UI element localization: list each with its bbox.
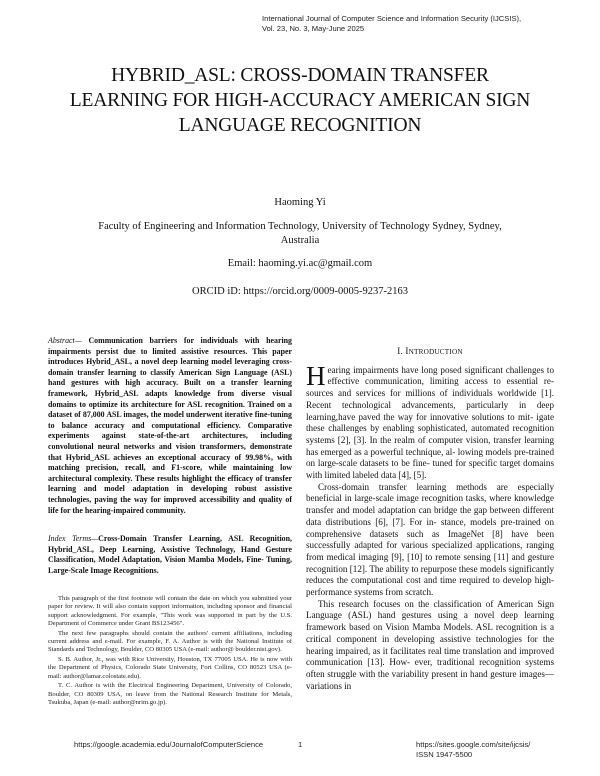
footnote-paragraph: The next few paragraphs should contain the authors' current affiliations, including current address and e-mail. For example, F. A. Author is with the National Institute of Standards and Technology, Boulder, CO 80305 USA (e-mail: author@ boulder.nist.gov). (48, 629, 292, 654)
intro-paragraph-2: Cross-domain transfer learning methods are especially beneficial in large-scale image recognition tasks, where knowledge transfer and model adaptation can bridge the gap between different data distributions [6], [7]. For in- stance, models pre-trained on comprehensive datasets such as ImageNet [8] have been successfully adapted for various specialized applications, ranging from medical imaging [9], [10] to remote sensing [11] and gesture recognition [12]. The ability to repurpose these models significantly reduces the computational cost and time required to develop high-performance systems from scratch. (306, 481, 554, 598)
footer-right (416, 740, 530, 760)
section-title-initial: I (405, 346, 409, 356)
abstract (48, 336, 292, 516)
footnotes (48, 595, 292, 709)
footnote-paragraph: T. C. Author is with the Electrical Engineering Department, University of Colorado, Boulder, CO 80309 USA, on leave from the National Research Institute for Metals, Tsukuba, Japan (e-mail: author@nrim.go.jp). (48, 682, 292, 707)
section-number: I. (397, 346, 406, 356)
footer-issn: ISSN 1947-5500 (416, 750, 473, 759)
page-number: 1 (298, 740, 303, 749)
abstract-lead: Abstract— (48, 336, 82, 345)
author-email: Email: haoming.yi.ac@gmail.com (227, 258, 373, 269)
index-terms-text: Cross-Domain Transfer Learning, ASL Recognition, Hybrid_ASL, Deep Learning, Assistive Technology, Hand Gesture Classification, Model Adaptation, Vision Mamba Models, Fine- Tuning, Large-Scale Image Recognitions. (48, 534, 292, 575)
index-terms (48, 534, 292, 576)
intro-paragraph-1-text: earing impairments have long posed significant challenges to effective communication, limiting access to essential re- sources and services for millions of individuals worldwide [1]. Recent technological advancements, particularly in deep learning,have paved the way for innovative solutions to mit- igate these challenges by enabling sophisticated, automated recognition systems [2], [3]. In the realm of computer vision, transfer learning has emerged as a powerful technique, al- lowing models pre-trained on large-scale datasets to be fine- tuned for specific target domains with limited labeled data [4], [5]. (306, 364, 554, 481)
journal-header (262, 14, 562, 34)
footer-academia-link[interactable]: https://google.academia.edu/JournalofComputerScience (74, 740, 264, 749)
journal-name: International Journal of Computer Science and Information Security (IJCSIS), (262, 14, 522, 23)
footer-sites-link[interactable]: https://sites.google.com/site/ijcsis/ (416, 740, 531, 749)
intro-paragraph-3: This research focuses on the classification of American Sign Language (ASL) hand gestures using a novel deep learning framework based on Vision Mamba Models. ASL recognition is a critical component in developing assistive technologies for the hearing impaired, as it facilitates real time translation and improved communication [13]. How- ever, traditional recognition systems often struggle with the variability present in hand gesture images—variations in (306, 598, 554, 691)
footnote-paragraph: S. B. Author, Jr., was with Rice University, Houston, TX 77005 USA. He is now with the Department of Physics, Colorado State University, Fort Collins, CO 80523 USA (e-mail: author@lamar.colostate.edu). (48, 656, 292, 680)
paper-title: HYBRID_ASL: CROSS-DOMAIN TRANSFER LEARNING FOR HIGH-ACCURACY AMERICAN SIGN LANGUAGE RECOGNITION (69, 65, 531, 136)
index-terms-lead: Index Terms— (48, 534, 99, 543)
author-orcid: ORCID iD: https://orcid.org/0009-0005-9237-2163 (192, 286, 408, 297)
author-affiliation: Faculty of Engineering and Information Technology, University of Technology Sydney, Sydney, Australia (98, 221, 502, 246)
introduction-column (306, 346, 554, 692)
section-heading-introduction (306, 346, 554, 359)
journal-volume: Vol. 23, No. 3, May-June 2025 (262, 24, 365, 33)
footnote-paragraph: This paragraph of the first footnote will contain the date on which you submitted your paper for review. It will also contain support information, including sponsor and financial support acknowledgment. For example, "This work was supported in part by the U.S. Department of Commerce under Grant BS123456". (48, 595, 292, 627)
abstract-text: Communication barriers for individuals with hearing impairments persist due to limited assistive resources. This paper introduces Hybrid_ASL, a novel deep learning model leveraging cross-domain transfer learning to classify American Sign Language (ASL) hand gestures with high accuracy. Built on a transfer learning framework, Hybrid_ASL adapts knowledge from diverse visual domains to optimize its architecture for ASL recognition. Trained on a dataset of 87,000 ASL images, the model underwent iterative fine-tuning to balance accuracy and computational efficiency. Comparative experiments against state-of-the-art architectures, including convolutional neural networks and vision transformers, demonstrate that Hybrid_ASL achieves an exceptional accuracy of 99.98%, with matching precision, recall, and F1-score, while maintaining low architectural complexity. These results highlight the efficacy of transfer learning and model adaptation in developing robust assistive technologies, paving the way for improved accessibility and quality of life for the hearing-impaired community. (48, 336, 292, 515)
section-title-rest: NTRODUCTION (408, 348, 463, 356)
author-name: Haoming Yi (274, 197, 326, 208)
intro-paragraph-1 (306, 360, 554, 482)
drop-cap: H (306, 360, 326, 391)
